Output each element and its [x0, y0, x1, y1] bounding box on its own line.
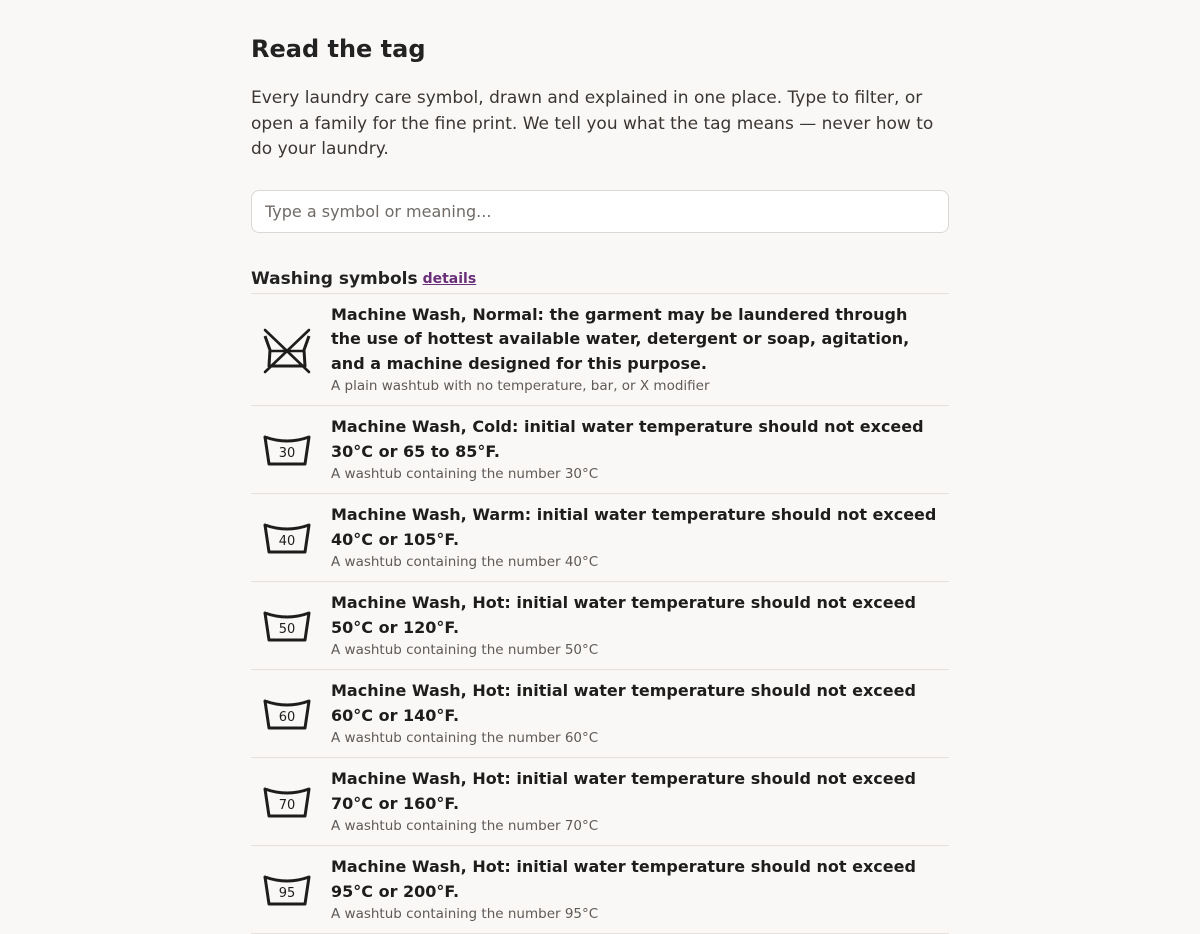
search-input[interactable]	[251, 190, 949, 233]
washtub-number: 50	[278, 621, 296, 637]
washtub-number: 70	[278, 797, 296, 813]
symbol-meaning: Machine Wash, Hot: initial water temperature should not exceed 60°C or 140°F.	[331, 681, 916, 725]
page-container	[251, 0, 949, 934]
symbol-row	[251, 494, 949, 582]
details-link[interactable]: details	[422, 270, 477, 287]
symbol-description: A washtub containing the number 30°C	[331, 466, 599, 483]
symbol-meaning: Machine Wash, Hot: initial water temperature should not exceed 70°C or 160°F.	[331, 769, 916, 813]
symbol-row	[251, 846, 949, 934]
symbol-row	[251, 670, 949, 758]
washtub-70-icon	[251, 785, 331, 819]
symbol-list	[251, 294, 949, 934]
washtub-number: 40	[278, 533, 296, 549]
section-header-washing	[251, 265, 949, 294]
washtub-95-icon	[251, 873, 331, 907]
symbol-meaning: Machine Wash, Normal: the garment may be laundered through the use of hottest available water, detergent or soap, agitation, and a machine designed for this purpose.	[331, 304, 910, 373]
section-title: Washing symbols	[251, 268, 418, 289]
washtub-number: 60	[278, 709, 296, 725]
washtub-50-icon	[251, 609, 331, 643]
symbol-description: A washtub containing the number 60°C	[331, 730, 599, 747]
washtub-40-icon	[251, 521, 331, 555]
washtub-number: 30	[278, 445, 296, 461]
symbol-description: A washtub containing the number 70°C	[331, 818, 599, 835]
symbol-meaning: Machine Wash, Warm: initial water temperature should not exceed 40°C or 105°F.	[331, 505, 937, 549]
symbol-meaning: Machine Wash, Hot: initial water temperature should not exceed 95°C or 200°F.	[331, 857, 916, 901]
symbol-description: A washtub containing the number 95°C	[331, 906, 599, 923]
symbol-row	[251, 758, 949, 846]
symbol-row	[251, 582, 949, 670]
intro-text: Every laundry care symbol, drawn and explained in one place. Type to filter, or open a family for the fine print. We tell you what the tag means — never how to do your laundry.	[251, 88, 934, 160]
page-title: Read the tag	[251, 35, 426, 63]
washtub-plain-icon	[251, 326, 331, 374]
symbol-description: A washtub containing the number 40°C	[331, 554, 599, 571]
symbol-row	[251, 294, 949, 407]
symbol-meaning: Machine Wash, Cold: initial water temperature should not exceed 30°C or 65 to 85°F.	[331, 417, 924, 461]
symbol-row	[251, 406, 949, 494]
symbol-description: A washtub containing the number 50°C	[331, 642, 599, 659]
washtub-60-icon	[251, 697, 331, 731]
symbol-description: A plain washtub with no temperature, bar, or X modifier	[331, 378, 710, 395]
symbol-meaning: Machine Wash, Hot: initial water temperature should not exceed 50°C or 120°F.	[331, 593, 916, 637]
washtub-number: 95	[278, 885, 296, 901]
washtub-30-icon	[251, 433, 331, 467]
